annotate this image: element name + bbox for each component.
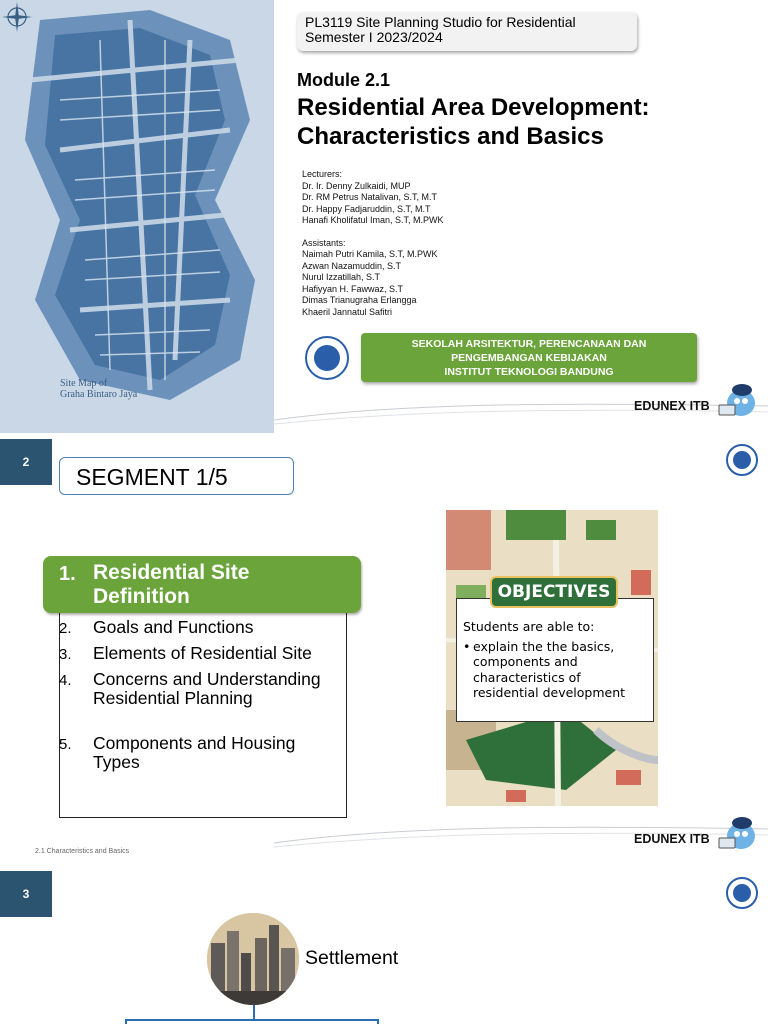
assistant-name: Hafiyyan H. Fawwaz, S.T [302,283,404,294]
topic-label: Components and Housing Types [93,733,296,772]
assistant-name: Naimah Putri Kamila, S.T, M.PWK [302,249,438,259]
city-skyline-drawing [207,913,299,1005]
itb-logo [726,444,758,476]
site-map-caption-line1: Site Map of [60,378,108,389]
slide-2 [0,433,768,865]
site-map-caption [60,378,137,400]
school-banner [361,333,697,382]
segment-box: SEGMENT 1/5 [59,457,294,495]
course-title: PL3119 Site Planning Studio for Residential [305,14,576,30]
objectives-bullet-text: explain the the basics, components and characteristics of residential development [473,638,626,700]
lecturers-heading: Lecturers: [302,169,343,179]
lecturer-name: Hanafi Kholifatul Iman, S.T, M.PWK [302,215,444,225]
assistant-name: Dimas Trianugraha Erlangga [302,295,417,305]
topic-number: 4. [59,672,72,689]
slide-number: 3 [0,871,52,917]
topic-number: 5. [59,736,72,753]
module-title-line2: Characteristics and Basics [297,123,604,150]
assistant-name: Azwan Nazamuddin, S.T [302,260,402,271]
course-title-box [297,12,637,51]
objectives-bullet [463,639,647,701]
slide-1 [0,0,768,433]
tree-connector [253,1005,255,1020]
compass-icon [0,0,34,34]
edunex-brand: EDUNEX ITB [634,832,710,846]
school-line1: SEKOLAH ARSITEKTUR, PERENCANAAN DAN [411,338,647,350]
semester: Semester I 2023/2024 [305,29,443,45]
edunex-mascot-icon [717,381,757,419]
settlement-label: Settlement [305,947,399,969]
edunex-mascot-icon [717,814,757,852]
tree-branch-box [125,1019,379,1024]
lecturer-name: Dr. RM Petrus Natalivan, S.T, M.T [302,192,438,202]
itb-logo [726,877,758,909]
slide-3 [0,865,768,1024]
topic-label: Goals and Functions [93,617,254,637]
lecturer-name: Dr. Ir. Denny Zulkaidi, MUP [302,180,411,191]
active-topic-number: 1. [59,563,76,585]
objectives-intro: Students are able to: [463,619,595,634]
site-map-drawing [0,0,274,433]
objectives-title: OBJECTIVES [490,576,618,608]
topic-label: Concerns and Understanding Residential Planning [93,669,321,708]
site-map-caption-line2: Graha Bintaro Jaya [60,389,138,400]
school-line3: INSTITUT TEKNOLOGI BANDUNG [444,366,614,378]
city-photo [207,913,299,1005]
itb-logo [305,336,349,380]
assistant-name: Nurul Izzatillah, S.T [302,272,381,282]
module-title-line1: Residential Area Development: [297,94,650,121]
slide-footnote: 2.1 Characteristics and Basics [35,848,130,855]
school-line2: PENGEMBANGAN KEBIJAKAN [451,352,607,364]
active-topic-label: Residential Site Definition [93,561,250,608]
edunex-brand: EDUNEX ITB [634,399,710,413]
assistant-name: Khaeril Jannatul Safitri [302,306,393,317]
objectives-card [456,598,654,722]
bullet-icon: • [463,638,471,654]
lecturer-name: Dr. Happy Fadjaruddin, S.T, M.T [302,203,431,214]
topic-number: 2. [59,620,72,637]
topic-label: Elements of Residential Site [93,643,312,663]
site-map-image [0,0,274,433]
module-title [297,93,717,151]
slide-number: 2 [0,439,52,485]
assistants-heading: Assistants: [302,237,346,248]
staff-list [302,169,444,318]
module-number: Module 2.1 [297,70,391,90]
topic-number: 3. [59,646,72,663]
